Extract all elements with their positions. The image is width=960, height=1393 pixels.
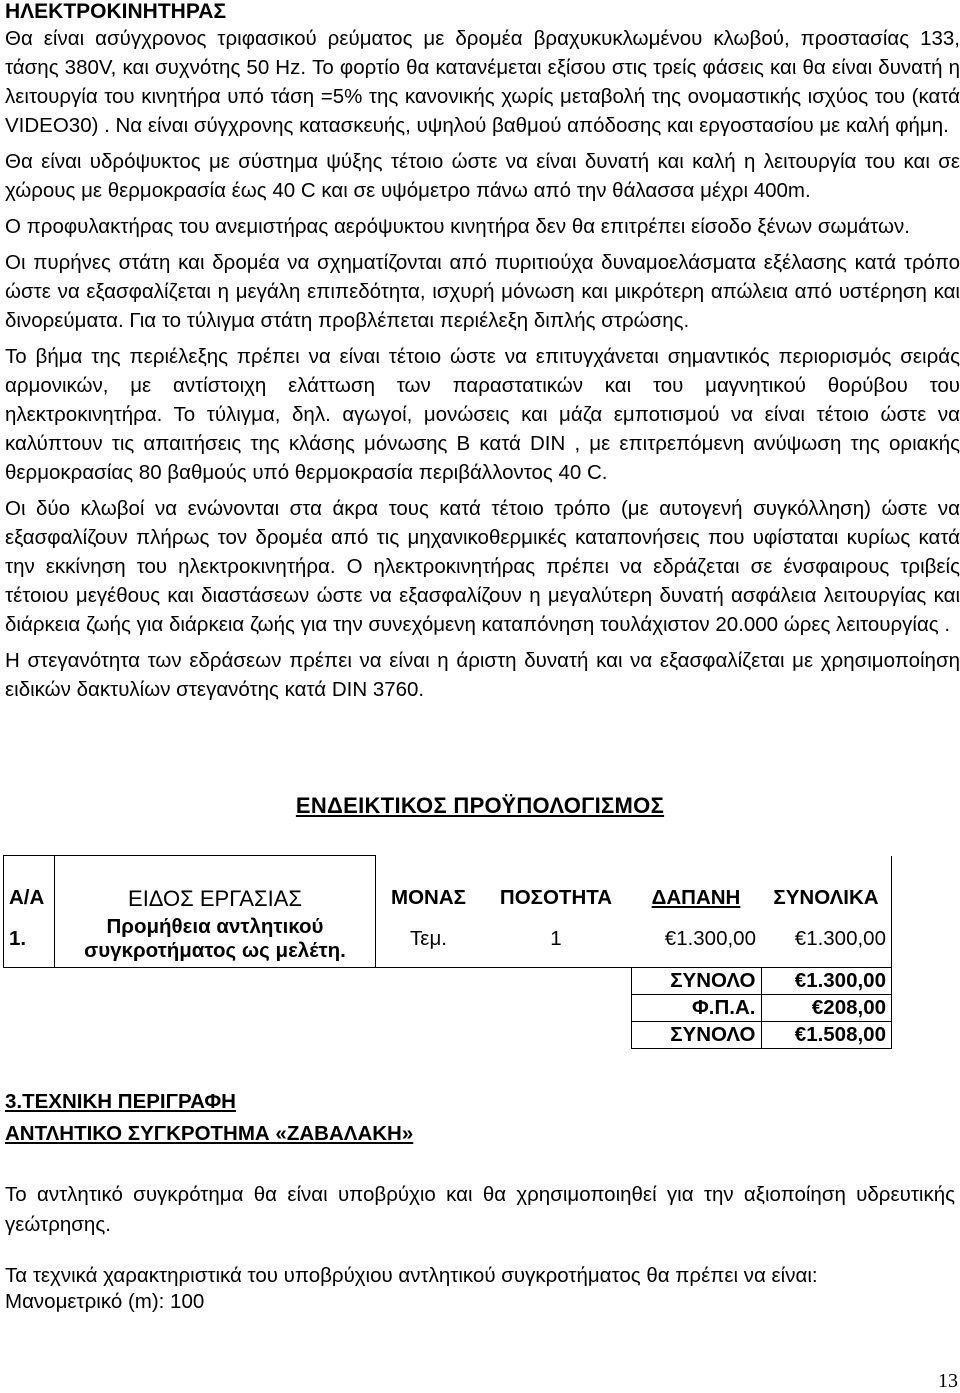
paragraph-sealing: Η στεγανότητα των εδράσεων πρέπει να είναι η άριστη δυνατή και να εξασφαλίζεται με χρησιμοποίηση ειδικών δακτυλίων στεγανότης κατά DIN 3760. (5, 649, 960, 701)
paragraph-cages: Οι δύο κλωβοί να ενώνονται στα άκρα τους κατά τέτοιο τρόπο (με αυτογενή συγκόλληση) ώστε να εξασφαλίζουν πλήρως τον δρομέα από τις μηχανικοθερμικές καταπονήσεις που υφίσταται κυρίως κατά την εκκίνηση του ηλεκτροκινητήρα. Ο ηλεκτροκινητήρας πρέπει να εδράζεται σε ένσφαιρους τριβείς τέτοιου μεγέθους και διαστάσεων ώστε να εξασφαλίζουν η μεγαλύτερη δυνατή ασφάλεια λειτουργίας και διάρκεια ζωής για διάρκεια ζωής για την συνεχόμενη καταπόνηση τουλάχιστον 20.000 ώρες λειτουργίας . (5, 497, 960, 636)
euro-sign: € (664, 927, 677, 951)
euro-sign: € (794, 927, 807, 951)
table-header-row (4, 856, 892, 912)
budget-title: ΕΝΔΕΙΚΤΙΚΟΣ ΠΡΟΫΠΟΛΟΓΙΣΜΟΣ (295, 793, 665, 818)
table-row (4, 912, 892, 968)
vat-value: €208,00 (761, 995, 892, 1022)
paragraph-fan-guard: Ο προφυλακτήρας του ανεμιστήρας αερόψυκτου κινητήρα δεν θα επιτρέπει είσοδο ξένων σωμάτων. (5, 215, 910, 238)
header-item: ΕΙΔΟΣ ΕΡΓΑΣΙΑΣ (55, 856, 376, 912)
paragraph-motor-type: Θα είναι ασύγχρονος τριφασικού ρεύματος με δρομέα βραχυκυκλωμένου κλωβού, προστασίας 133, τάσης 380V, και συχνότης 50 Hz. Το φορτίο θα κατανέμεται εξίσου στις τρείς φάσεις και θα είναι δυνατή η λειτουργία του κινητήρα υπό τάση =5% της κανονικής χωρίς μεταβολή της ονομαστικής ισχύος του (κατά VIDEO30) . Να είναι σύγχρονης κατασκευής, υψηλού βαθμού απόδοσης και εργοστασίου με καλή φήμη. (5, 27, 960, 137)
section3-title: 3.ΤΕΧΝΙΚΗ ΠΕΡΙΓΡΑΦΗ (5, 1090, 236, 1113)
header-total: ΣΥΝΟΛΙΚΑ (761, 856, 892, 912)
grand-total-label: ΣΥΝΟΛΟ (631, 1022, 761, 1049)
row-qty: 1 (481, 912, 631, 968)
paragraph-cooling: Θα είναι υδρόψυκτος με σύστημα ψύξης τέτοιο ώστε να είναι δυνατή και καλή η λειτουργία του και σε χώρους με θερμοκρασία έως 40 C και σε υψόμετρο πάνω από την θάλασσα μέχρι 400m. (5, 150, 960, 202)
header-unit: ΜΟΝΑΣ (391, 885, 466, 909)
header-qty: ΠΟΣΟΤΗΤΑ (499, 885, 613, 909)
grand-total-value: €1.508,00 (761, 1022, 892, 1049)
paragraph-winding: Το βήμα της περιέλεξης πρέπει να είναι τέτοιο ώστε να επιτυγχάνεται σημαντικός περιορισμός σειράς αρμονικών, με αντίστοιχη ελάττωση των παραστατικών και του μαγνητικού θορύβου του ηλεκτροκινητήρα. Το τύλιγμα, δηλ. αγωγοί, μονώσεις και μάζα εμποτισμού να είναι τέτοιο ώστε να καλύπτουν τις απαιτήσεις της κλάσης μόνωσης Β κατά DIN , με επιτρεπόμενη ανύψωση της οριακής θερμοκρασίας 80 βαθμούς υπό θερμοκρασία περιβάλλοντος 40 C. (5, 345, 960, 484)
vat-row (4, 995, 892, 1022)
section3-subtitle: ΑΝΤΛΗΤΙΚΟ ΣΥΓΚΡΟΤΗΜΑ «ΖΑΒΑΛΑΚΗ» (5, 1122, 414, 1145)
section3-paragraph-1: Το αντλητικό συγκρότημα θα είναι υποβρύχιο και θα χρησιμοποιηθεί για την αξιοποίηση υδρευτικής γεώτρησης. (5, 1183, 955, 1236)
document-page (5, 0, 960, 711)
subtotal-value: €1.300,00 (761, 968, 892, 995)
vat-label: Φ.Π.Α. (631, 995, 761, 1022)
paragraph-cores: Οι πυρήνες στάτη και δρομέα να σχηματίζονται από πυριτιούχα δυναμοελάσματα εξέλασης κατά τρόπο ώστε να εξασφαλίζεται η μεγάλη επιπεδότητα, ισχυρή μόνωση και μικρότερη απώλεια από υστέρηση και δινορεύματα. Για το τύλιγμα στάτη προβλέπεται περιέλεξη διπλής στρώσης. (5, 251, 960, 332)
subtotal-row (4, 968, 892, 995)
section3-paragraph-3: Μανομετρικό (m): 100 (5, 1290, 205, 1313)
header-aa: Α/Α (4, 856, 55, 912)
header-cost: ΔΑΠΑΝΗ (651, 885, 741, 909)
grand-total-row (4, 1022, 892, 1049)
row-total: €1.300,00 (761, 912, 892, 968)
subtotal-label: ΣΥΝΟΛΟ (631, 968, 761, 995)
row-aa: 1. (4, 912, 55, 968)
section3-paragraph-2: Τα τεχνικά χαρακτηριστικά του υποβρύχιου αντλητικού συγκροτήματος θα πρέπει να είναι: (5, 1264, 818, 1287)
page-number: 13 (938, 1370, 958, 1392)
budget-table (3, 855, 892, 1049)
row-item: Προμήθεια αντλητικού συγκροτήματος ως μελέτη. (55, 912, 376, 968)
section-heading: ΗΛΕΚΤΡΟΚΙΝΗΤΗΡΑΣ (5, 0, 227, 23)
row-cost: €1.300,00 (631, 912, 761, 968)
row-unit: Τεμ. (376, 912, 482, 968)
